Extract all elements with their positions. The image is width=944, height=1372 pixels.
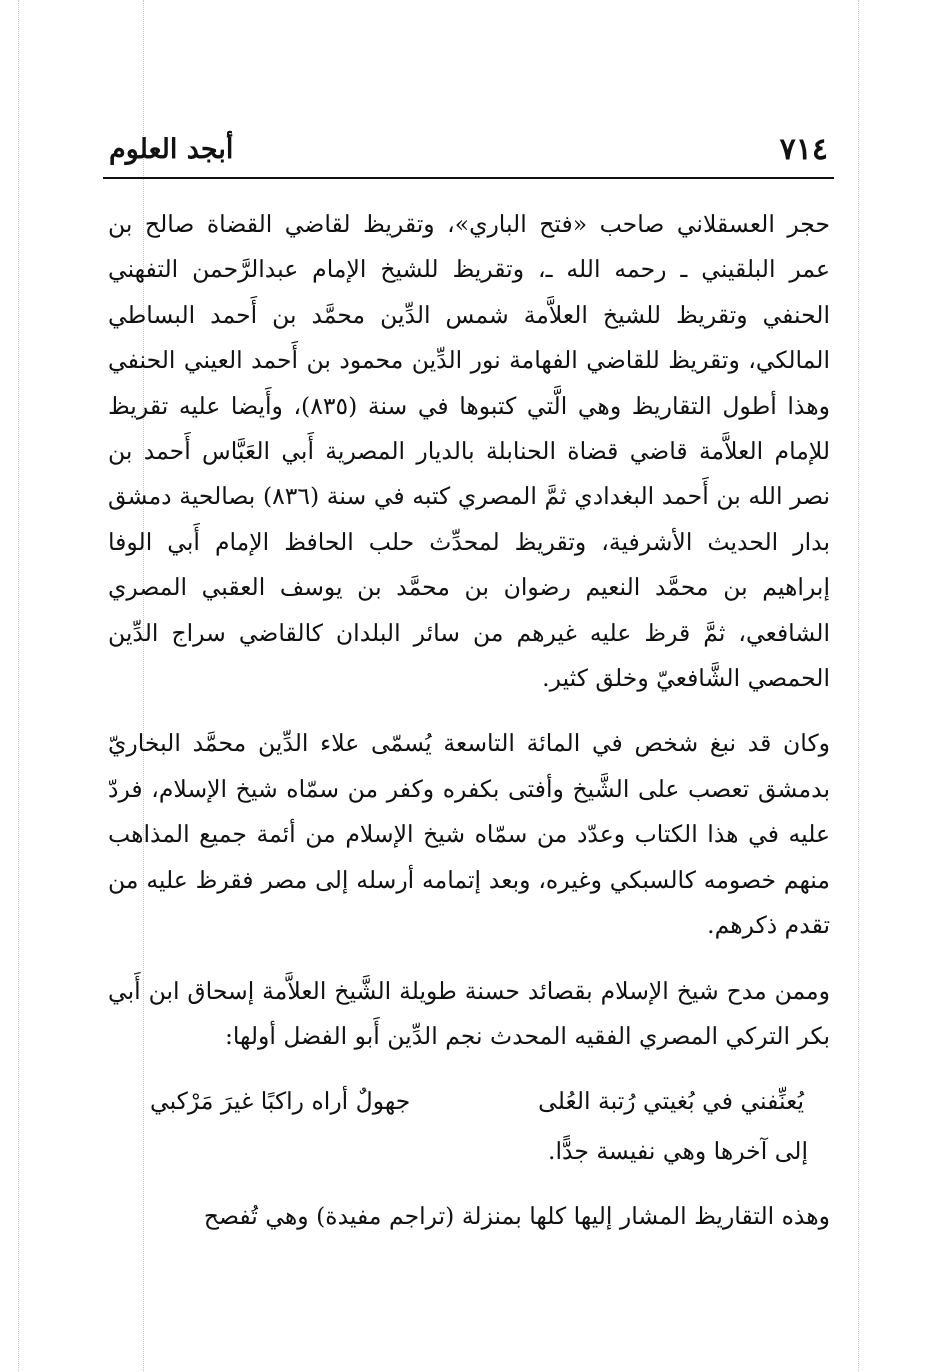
page-body xyxy=(108,202,830,1240)
verse-first-hemistich: يُعنِّفني في بُغيتي رُتبة العُلى xyxy=(538,1087,804,1116)
margin-guide-left xyxy=(18,0,19,1372)
verse-tail-note: إلى آخرها وهي نفيسة جدًّا. xyxy=(547,1136,808,1165)
header-rule xyxy=(103,177,834,179)
paragraph-praise-intro: وممن مدح شيخ الإسلام بقصائد حسنة طويلة الشَّيخ العلاَّمة إسحاق ابن أَبي بكر التركي المصري الفقيه المحدث نجم الدِّين أَبو الفضل أولها: xyxy=(108,976,830,1050)
closing-line: وهذه التقاريظ المشار إليها كلها بمنزلة (تراجم مفيدة) وهي تُفصح xyxy=(203,1202,830,1231)
running-title: أبجد العلوم xyxy=(109,134,234,165)
page-header xyxy=(103,132,834,178)
poem-verse xyxy=(150,1079,804,1124)
margin-guide-right xyxy=(858,0,859,1372)
verse-second-hemistich: جهولٌ أراه راكبًا غيرَ مَرْكبي xyxy=(150,1087,411,1116)
page-number: ٧١٤ xyxy=(779,132,828,167)
paragraph-taqariz-list: حجر العسقلاني صاحب «فتح الباري»، وتقريظ لقاضي القضاة صالح بن عمر البلقيني ـ رحمه الله ـ، وتقريظ للشيخ الإمام عبدالرَّحمن التفهني الحنفي وتقريظ للشيخ العلاَّمة شمس الدِّين محمَّد بن أَحمد البساطي المالكي، وتقريظ للقاضي الفهامة نور الدِّين محمود بن أَحمد العيني الحنفي وهذا أطول التقاريظ وهي الَّتي كتبوها في سنة (٨٣٥)، وأَيضا عليه تقريظ للإمام العلاَّمة قاضي قضاة الحنابلة بالديار المصرية أَبي العَبَّاس أَحمد بن نصر الله بن أَحمد البغدادي ثمَّ المصري كتبه في سنة (٨٣٦) بصالحية دمشق بدار الحديث الأشرفية، وتقريظ لمحدِّث حلب الحافظ الإمام أَبي الوفا إبراهيم بن محمَّد النعيم رضوان بن محمَّد بن يوسف العقبي المصري الشافعي، ثمَّ قرظ عليه غيرهم من سائر البلدان كالقاضي سراج الدِّين الحمصي الشَّافعيّ وخلق كثير. xyxy=(108,210,831,693)
paragraph-bukhari-account: وكان قد نبغ شخص في المائة التاسعة يُسمّى علاء الدِّين محمَّد البخاريّ بدمشق تعصب على الشَّيخ وأفتى بكفره وكفر من سمّاه شيخ الإسلام، فردّ عليه في هذا الكتاب وعدّد من سمّاه شيخ الإسلام من أئمة جميع المذاهب منهم خصومه كالسبكي وغيره، وبعد إتمامه أرسله إلى مصر فقرظ عليه من تقدم ذكرهم. xyxy=(108,729,830,940)
